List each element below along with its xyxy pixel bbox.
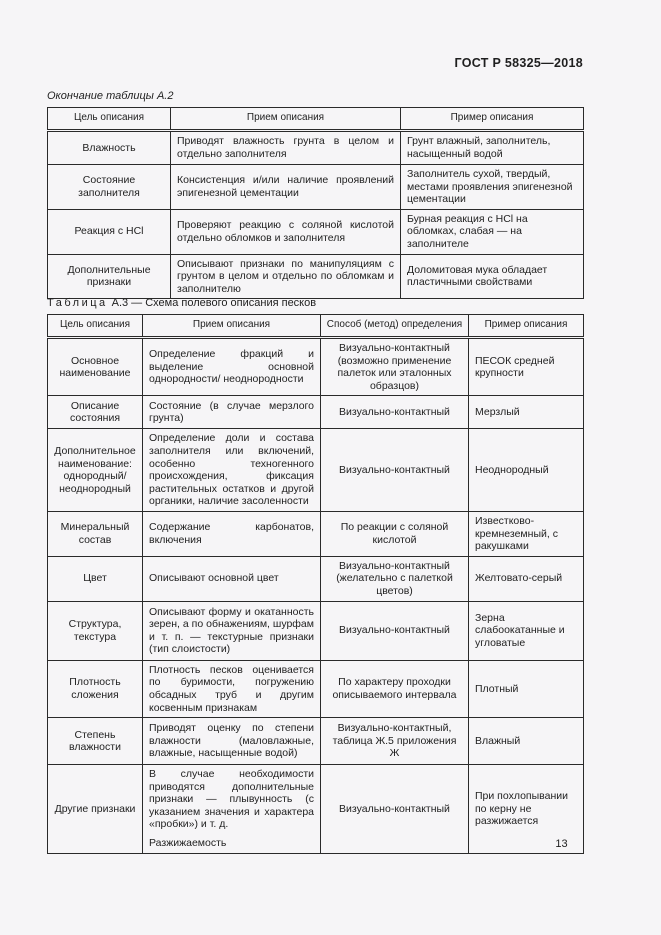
cell-goal: Описание состояния: [48, 396, 143, 429]
table-header-row: [48, 108, 584, 131]
table-row: [48, 429, 584, 512]
cell-example: Известково-кремнеземный, с ракушками: [469, 511, 584, 556]
cell-example: Зерна слабоокатанные и угловатые: [469, 601, 584, 660]
cell-method: [143, 765, 321, 854]
cell-example: Доломитовая мука обладает пластичными свойствами: [401, 254, 584, 299]
table-row: [48, 556, 584, 601]
cell-example: Неоднородный: [469, 429, 584, 512]
cell-goal: Минеральный состав: [48, 511, 143, 556]
cell-goal: Дополнительное наименование: однородный/ неоднородный: [48, 429, 143, 512]
table-a3-caption-number: А.3: [111, 297, 129, 309]
column-header: Прием описания: [171, 108, 401, 131]
table-row: [48, 718, 584, 765]
cell-goal: Структура, текстура: [48, 601, 143, 660]
cell-method: Описывают основной цвет: [143, 556, 321, 601]
cell-way: Визуально-контактный: [321, 396, 469, 429]
cell-goal: Другие признаки: [48, 765, 143, 854]
cell-goal: Влажность: [48, 131, 171, 165]
table-a2: [47, 107, 584, 299]
table-row: [48, 601, 584, 660]
cell-example: При похлопывании по керну не разжижается: [469, 765, 584, 854]
column-header: Прием описания: [143, 315, 321, 338]
column-header: Цель описания: [48, 315, 143, 338]
table-row: [48, 254, 584, 299]
column-header: Пример описания: [469, 315, 584, 338]
cell-method: Определение фракций и выделение основной однородности/ неоднородности: [143, 338, 321, 396]
cell-method: Приводят влажность грунта в целом и отдельно заполнителя: [171, 131, 401, 165]
table-row: [48, 765, 584, 854]
column-header: Цель описания: [48, 108, 171, 131]
cell-method: Приводят оценку по степени влажности (маловлажные, влажные, насыщенные водой): [143, 718, 321, 765]
cell-method: Содержание карбонатов, включения: [143, 511, 321, 556]
cell-way: По характеру проходки описываемого интервала: [321, 660, 469, 717]
cell-goal: Дополнительные признаки: [48, 254, 171, 299]
cell-goal: Плотность сложения: [48, 660, 143, 717]
cell-method: Консистенция и/или наличие проявлений эпигенезной цементации: [171, 165, 401, 210]
cell-example: Заполнитель сухой, твердый, местами проявления эпигенезной цементации: [401, 165, 584, 210]
table-a3: [47, 314, 584, 854]
page-number: 13: [555, 838, 568, 850]
table-row: [48, 209, 584, 254]
table-a3-caption: [47, 297, 316, 309]
cell-method: Определение доли и состава заполнителя или включений, особенно техногенного происхождения, фиксация растительных остатков и другой органики, наличие засоленности: [143, 429, 321, 512]
cell-goal: Реакция с HCl: [48, 209, 171, 254]
table-header-row: [48, 315, 584, 338]
cell-goal: Степень влажности: [48, 718, 143, 765]
cell-example: ПЕСОК средней крупности: [469, 338, 584, 396]
table-row: [48, 660, 584, 717]
cell-way: Визуально-контактный (желательно с палеткой цветов): [321, 556, 469, 601]
doc-code-header: ГОСТ Р 58325—2018: [454, 56, 583, 70]
table-row: [48, 131, 584, 165]
table-a3-caption-title: — Схема полевого описания песков: [131, 297, 317, 309]
cell-method-paragraph: В случае необходимости приводятся дополнительные признаки — плывунность (с указанием значения и характера «пробки») и т. д.: [149, 768, 314, 831]
cell-example: Мерзлый: [469, 396, 584, 429]
cell-method: Плотность песков оценивается по буримости, погружению обсадных труб и другим косвенным признакам: [143, 660, 321, 717]
cell-way: Визуально-контактный (возможно применение палеток или эталонных образцов): [321, 338, 469, 396]
column-header: Способ (метод) определения: [321, 315, 469, 338]
cell-method: Состояние (в случае мерзлого грунта): [143, 396, 321, 429]
table-row: [48, 511, 584, 556]
cell-way: Визуально-контактный, таблица Ж.5 приложения Ж: [321, 718, 469, 765]
cell-method: Проверяют реакцию с соляной кислотой отдельно обломков и заполнителя: [171, 209, 401, 254]
cell-way: Визуально-контактный: [321, 601, 469, 660]
cell-goal: Состояние заполнителя: [48, 165, 171, 210]
cell-example: Желтовато-серый: [469, 556, 584, 601]
table-a3-caption-word: Таблица: [47, 297, 108, 309]
table-a2-caption: Окончание таблицы А.2: [47, 90, 174, 102]
cell-goal: Основное наименование: [48, 338, 143, 396]
table-row: [48, 396, 584, 429]
table-row: [48, 338, 584, 396]
column-header: Пример описания: [401, 108, 584, 131]
cell-way: Визуально-контактный: [321, 765, 469, 854]
cell-method: Описывают признаки по манипуляциям с грунтом в целом и отдельно по обломкам и заполнителю: [171, 254, 401, 299]
cell-method-paragraph: Разжижаемость: [149, 837, 227, 850]
cell-way: Визуально-контактный: [321, 429, 469, 512]
cell-way: По реакции с соляной кислотой: [321, 511, 469, 556]
cell-goal: Цвет: [48, 556, 143, 601]
cell-method: Описывают форму и окатанность зерен, а по обнажениям, шурфам и т. п. — текстурные признаки (тип слоистости): [143, 601, 321, 660]
cell-example: Плотный: [469, 660, 584, 717]
table-row: [48, 165, 584, 210]
cell-example: Бурная реакция с HCl на обломках, слабая — на заполнителе: [401, 209, 584, 254]
cell-example: Влажный: [469, 718, 584, 765]
cell-example: Грунт влажный, заполнитель, насыщенный водой: [401, 131, 584, 165]
